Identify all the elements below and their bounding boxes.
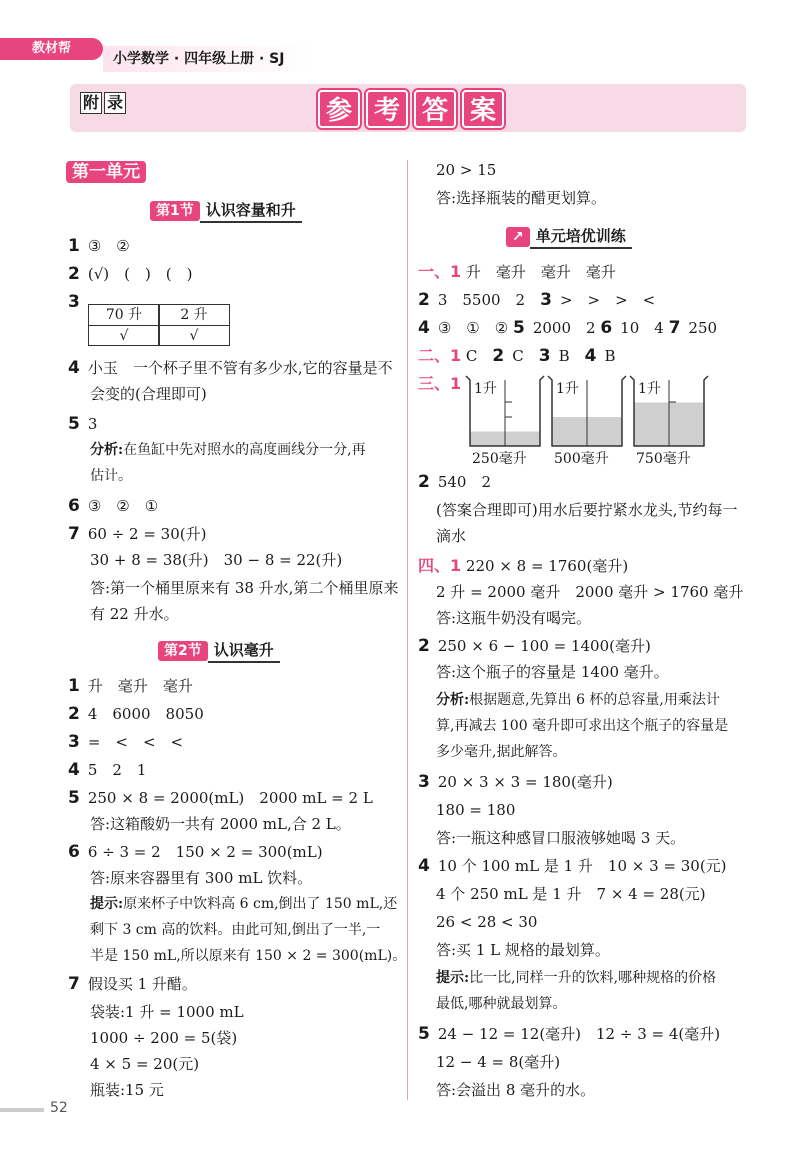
part-three-2-b: (答案合理即可)用水后要拧紧水龙头,节约每一: [436, 501, 738, 519]
hint-6-c: 半是 150 mL,所以原来有 150 × 2 = 300(mL)。: [90, 948, 407, 964]
m-answer-5: 5 250 × 8 = 2000(mL) 2000 mL = 2 L: [68, 788, 373, 808]
part-four-4-b: 4 个 250 mL 是 1 升 7 × 4 = 28(元): [436, 885, 706, 903]
answer-5: 5 3: [68, 414, 98, 434]
footer-bar: [0, 1108, 44, 1112]
m-answer-6: 6 6 ÷ 3 = 2 150 × 2 = 300(mL): [68, 842, 323, 862]
part-two: 二、1 C 2 C 3 B 4 B: [418, 346, 616, 366]
part-one-4-7: 4 ③ ① ② 5 2000 2 6 10 4 7 250: [418, 318, 718, 338]
unit-title: 第一单元: [66, 162, 146, 182]
part-four-2: 2 250 × 6 − 100 = 1400(毫升): [418, 636, 651, 656]
part-four-3-c: 答:一瓶这种感冒口服液够她喝 3 天。: [436, 829, 686, 847]
answer-7-c: 答:第一个桶里原来有 38 升水,第二个桶里原来: [90, 579, 399, 597]
part-three-2-c: 滴水: [436, 527, 467, 545]
brand-badge: 教材帮: [0, 38, 103, 60]
part-four-3-b: 180 = 180: [436, 801, 516, 819]
hint-four-4: 提示:比一比,同样一升的饮料,哪种规格的价格: [436, 970, 717, 986]
part-four-2-b: 答:这个瓶子的容量是 1400 毫升。: [436, 663, 669, 681]
part-four-5-b: 12 − 4 = 8(毫升): [436, 1053, 561, 1071]
answer-4: 4 小玉 一个杯子里不管有多少水,它的容量是不: [68, 358, 393, 378]
m-answer-7-e: 瓶装:15 元: [90, 1081, 164, 1099]
answer-box-2l: 2 升 √: [158, 304, 230, 346]
answer-3: 3: [68, 292, 80, 312]
part-three-label: 三、1: [418, 374, 462, 393]
page-number: 52: [50, 1100, 68, 1116]
hint-four-4-b: 最低,哪种就最划算。: [436, 996, 567, 1012]
m-answer-3: 3 = < < <: [68, 732, 184, 752]
column-divider: [407, 160, 408, 1100]
part-four-1-c: 答:这瓶牛奶没有喝完。: [436, 609, 592, 627]
part-one-2-3: 2 3 5500 2 3 > > > <: [418, 290, 656, 310]
beaker-500: 1升 500毫升: [544, 372, 634, 468]
m-answer-1: 1 升 毫升 毫升: [68, 676, 193, 696]
section-3-header: ↗ 单元培优训练: [506, 226, 632, 247]
chart-icon: ↗: [506, 227, 530, 247]
m-answer-2: 2 4 6000 8050: [68, 704, 204, 724]
analysis-four-2-c: 多少毫升,据此解答。: [436, 744, 567, 760]
m-answer-7-b: 袋装:1 升 = 1000 mL: [90, 1003, 244, 1021]
analysis-5-cont: 估计。: [90, 468, 132, 484]
part-four-1-b: 2 升 = 2000 毫升 2000 毫升 > 1760 毫升: [436, 583, 744, 601]
m-answer-7: 7 假设买 1 升醋。: [68, 974, 197, 994]
m-answer-5-b: 答:这箱酸奶一共有 2000 mL,合 2 L。: [90, 815, 351, 833]
answer-box-70l: 70 升 √: [88, 304, 160, 346]
analysis-5: 分析:在鱼缸中先对照水的高度画线分一分,再: [90, 442, 366, 458]
part-four-4-c: 26 < 28 < 30: [436, 913, 538, 931]
page-title: 参 考 答 案: [318, 90, 510, 128]
answer-7: 7 60 ÷ 2 = 30(升): [68, 524, 207, 544]
answer-1: 1 ③ ②: [68, 236, 130, 256]
part-four-5-c: 答:会溢出 8 毫升的水。: [436, 1081, 596, 1099]
answer-7-d: 有 22 升水。: [90, 605, 179, 623]
analysis-four-2: 分析:根据题意,先算出 6 杯的总容量,用乘法计: [436, 692, 720, 708]
section-1-header: 第1节 认识容量和升: [150, 200, 302, 221]
m-answer-6-b: 答:原来容器里有 300 mL 饮料。: [90, 869, 313, 887]
appendix-label: 附 录: [80, 92, 128, 114]
part-four-5: 5 24 − 12 = 12(毫升) 12 ÷ 3 = 4(毫升): [418, 1024, 721, 1044]
answer-6: 6 ③ ② ①: [68, 496, 159, 516]
m-answer-7-d: 4 × 5 = 20(元): [90, 1055, 200, 1073]
answer-4-cont: 会变的(合理即可): [90, 385, 207, 403]
r-cont-b: 答:选择瓶装的醋更划算。: [436, 189, 607, 207]
part-four-1: 四、1 220 × 8 = 1760(毫升): [418, 556, 629, 575]
m-answer-7-c: 1000 ÷ 200 = 5(袋): [90, 1029, 238, 1047]
analysis-four-2-b: 算,再减去 100 毫升即可求出这个瓶子的容量是: [436, 718, 729, 734]
answer-2: 2 (√) ( ) ( ): [68, 264, 193, 284]
hint-6: 提示:原来杯子中饮料高 6 cm,倒出了 150 mL,还: [90, 896, 398, 912]
part-four-3: 3 20 × 3 × 3 = 180(毫升): [418, 772, 613, 792]
part-four-4: 4 10 个 100 mL 是 1 升 10 × 3 = 30(元): [418, 856, 727, 876]
part-four-4-d: 答:买 1 L 规格的最划算。: [436, 941, 610, 959]
hint-6-b: 剩下 3 cm 高的饮料。由此可知,倒出了一半,一: [90, 922, 381, 938]
beaker-750: 1升 750毫升: [626, 372, 716, 468]
part-three-2: 2 540 2: [418, 472, 492, 492]
subject-label: 小学数学 · 四年级上册 · SJ: [103, 46, 313, 72]
r-cont-a: 20 > 15: [436, 161, 497, 179]
part-one-1: 一、1 升 毫升 毫升 毫升: [418, 262, 616, 281]
beaker-250: 1升 250毫升: [462, 372, 552, 468]
answer-7-b: 30 + 8 = 38(升) 30 − 8 = 22(升): [90, 551, 343, 569]
section-2-header: 第2节 认识毫升: [158, 640, 280, 661]
m-answer-4: 4 5 2 1: [68, 760, 147, 780]
